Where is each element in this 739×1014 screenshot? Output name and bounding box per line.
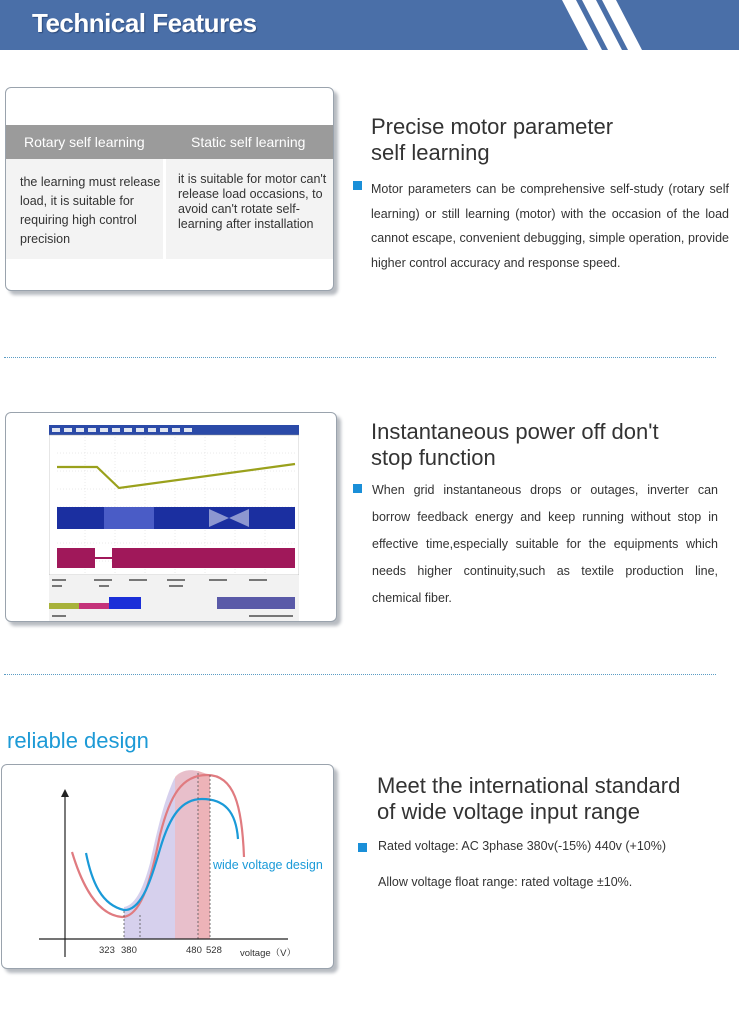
static-description: it is suitable for motor can't release load occasions, to avoid can't rotate self-learning after installation	[178, 172, 327, 231]
section1-title: Precise motor parameter self learning	[371, 114, 614, 165]
oscilloscope-image	[49, 425, 299, 621]
section3-bullet-icon	[358, 843, 367, 852]
tick-528: 528	[206, 945, 222, 956]
rotary-description: the learning must release load, it is suitable for requiring high control precision	[20, 175, 161, 246]
page-header	[0, 0, 739, 50]
voltage-chart-card	[1, 764, 334, 969]
section3-title: Meet the international standard of wide voltage input range	[377, 773, 681, 824]
header-title: Technical Features	[32, 8, 257, 38]
rotary-header: Rotary self learning	[24, 134, 145, 150]
rated-voltage-text: Rated voltage: AC 3phase 380v(-15%) 440v (+10%)	[378, 839, 667, 853]
section1-bullet-icon	[353, 181, 362, 190]
voltage-axis-label: voltage（V）	[240, 948, 296, 959]
reliable-design-heading: reliable design	[7, 728, 149, 753]
section1-text: Motor parameters can be comprehensive self-study (rotary self learning) or still learning (motor) with the occasion of the load cannot escape, convenient debugging, simple operation, provide higher control accuracy and response speed.	[371, 182, 729, 270]
section2-bullet-icon	[353, 484, 362, 493]
wide-voltage-label: wide voltage design	[213, 858, 323, 872]
learning-table-body	[6, 159, 333, 259]
oscilloscope-card	[5, 412, 337, 622]
tick-380: 380	[121, 945, 137, 956]
divider	[4, 357, 716, 358]
learning-table-header	[6, 125, 333, 159]
tick-323: 323	[99, 945, 115, 956]
self-learning-card	[5, 87, 334, 291]
voltage-float-text: Allow voltage float range: rated voltage ±10%.	[378, 875, 633, 889]
section2-text: When grid instantaneous drops or outages, inverter can borrow feedback energy and keep running without stop in effective time,especially suitable for the equipments which needs higher continuity,such as textile production line, chemical fiber.	[372, 483, 718, 605]
static-header: Static self learning	[191, 134, 306, 150]
header-stripes-decoration	[540, 0, 650, 50]
section2-title: Instantaneous power off don't stop function	[371, 419, 659, 470]
divider	[4, 674, 716, 675]
tick-480: 480	[186, 945, 202, 956]
